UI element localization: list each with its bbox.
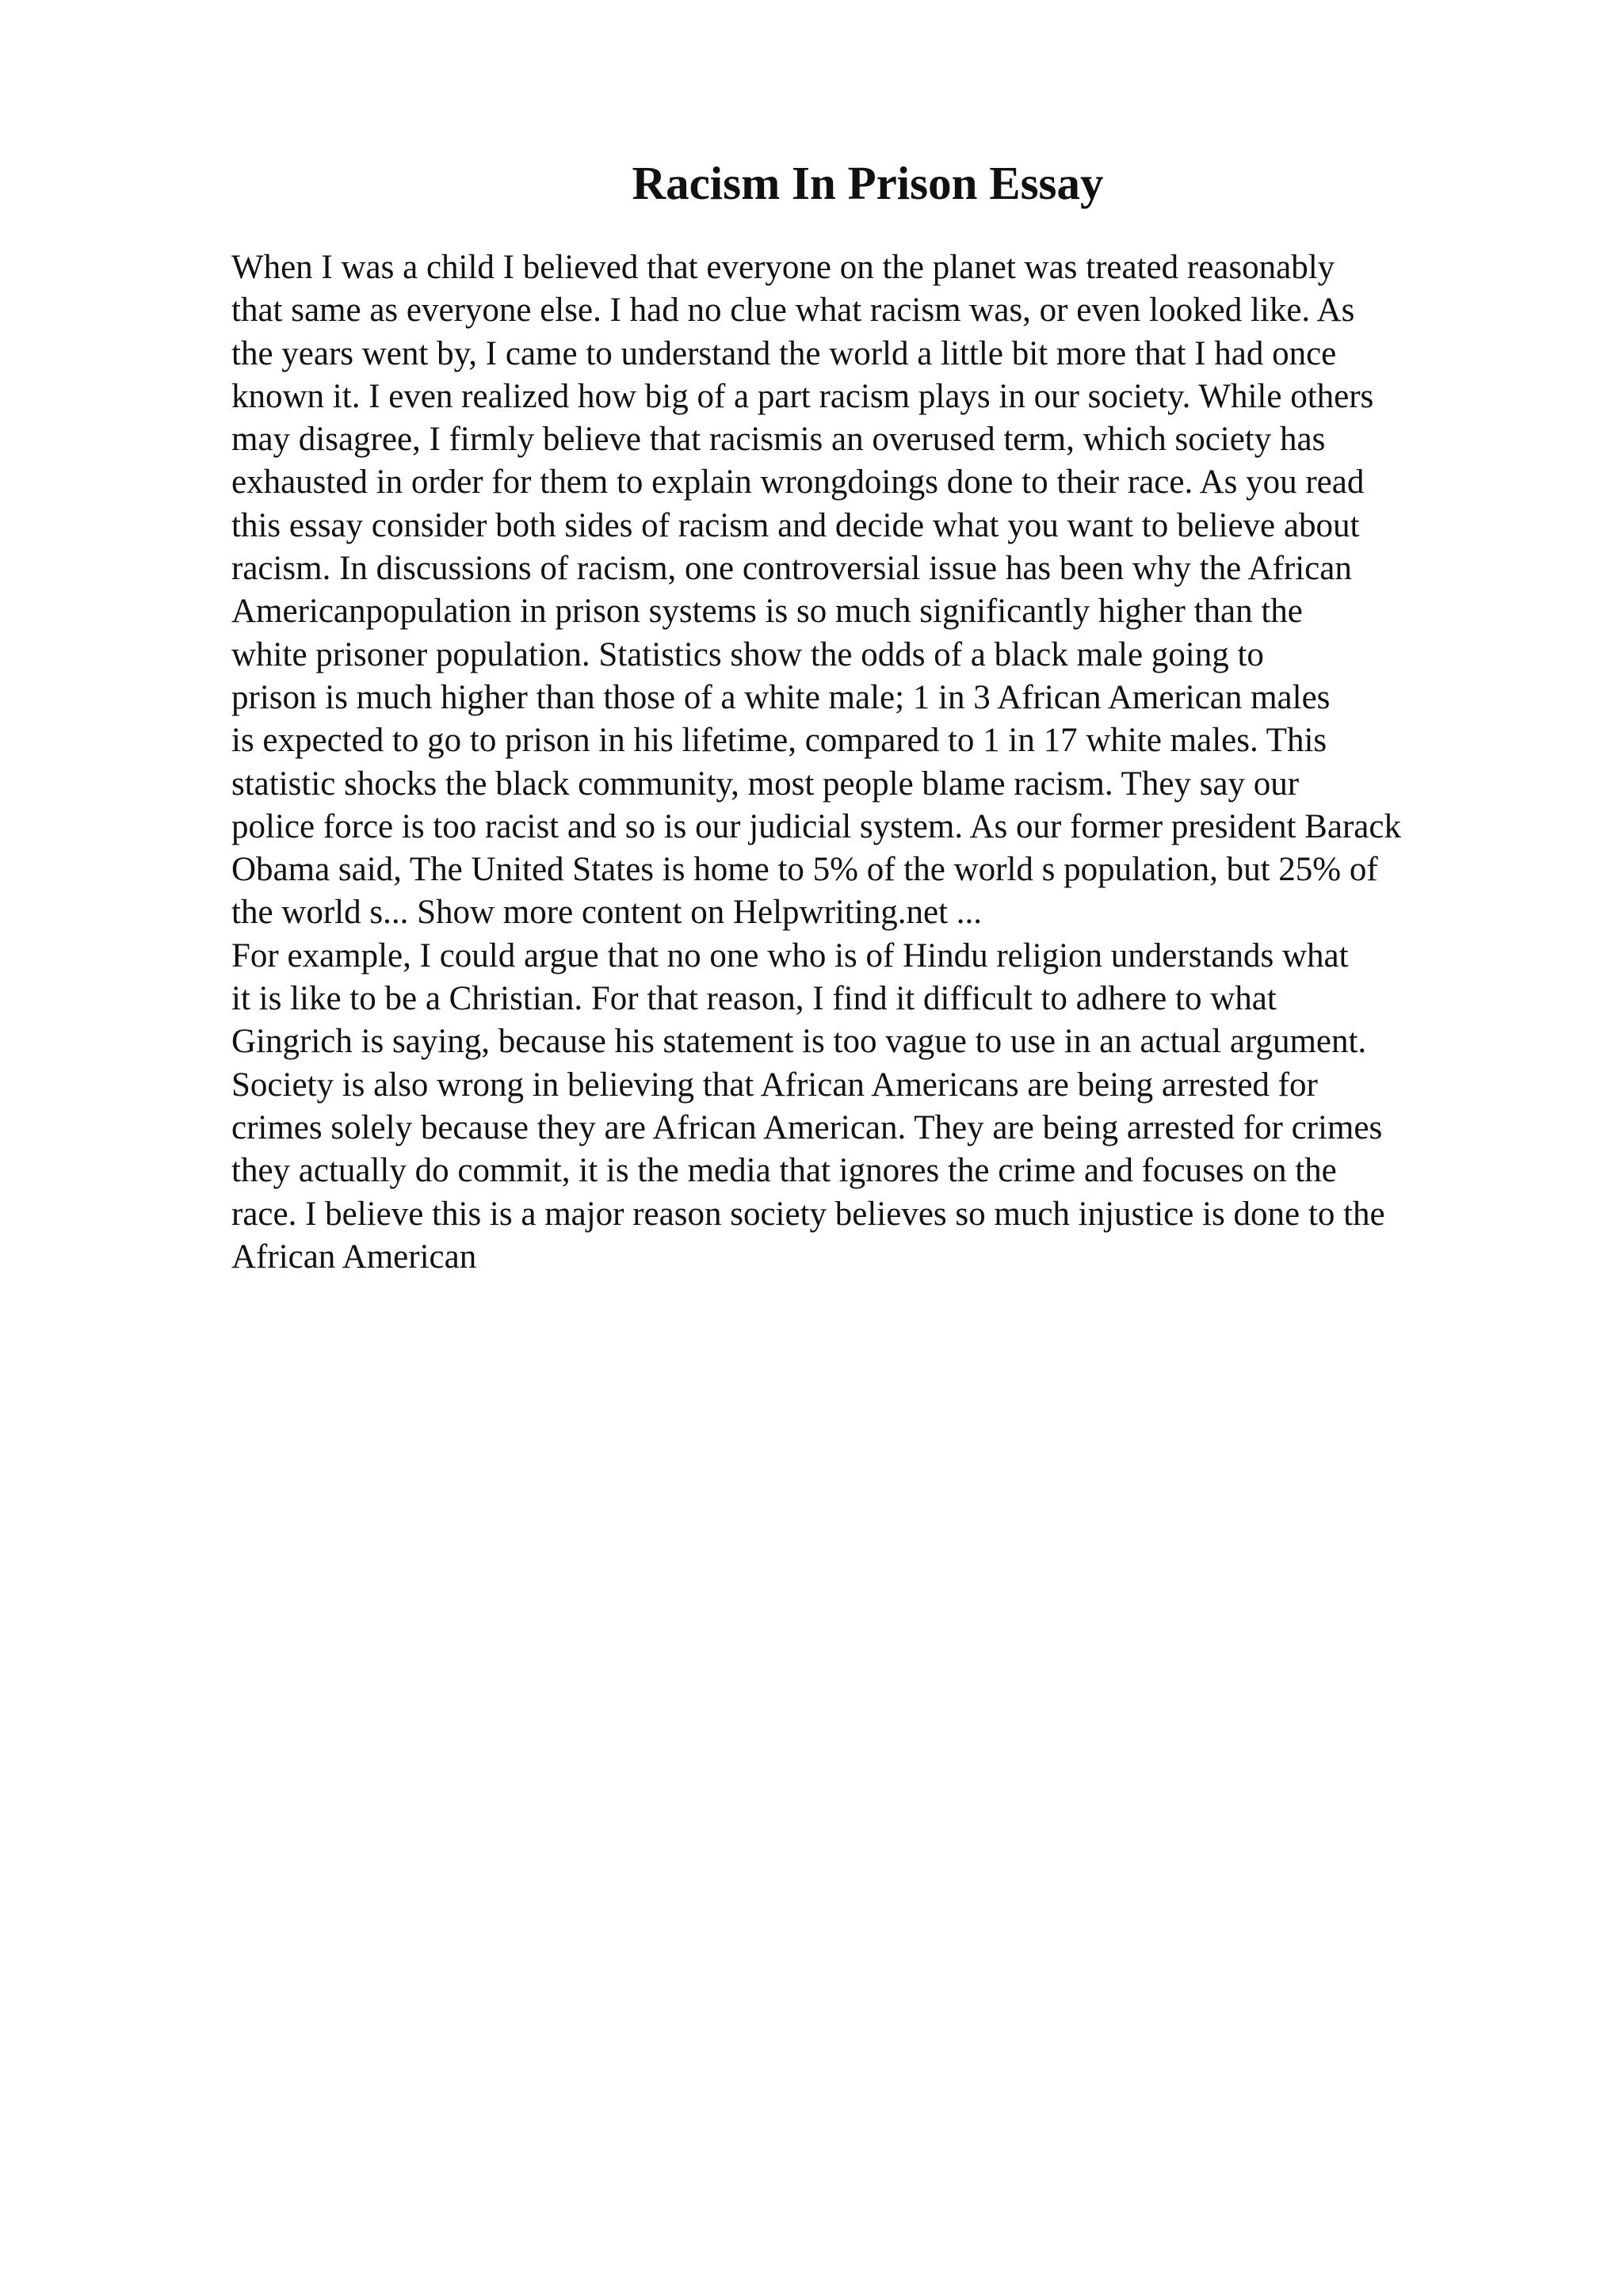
text-line: racism. In discussions of racism, one controversial issue has been why the African (231, 550, 1352, 588)
text-line: Society is also wrong in believing that African Americans are being arrested for (231, 1066, 1318, 1104)
text-line: exhausted in order for them to explain wrongdoings done to their race. As you read (231, 463, 1365, 502)
text-line: white prisoner population. Statistics show the odds of a black male going to (231, 635, 1264, 673)
text-line: African American (231, 1238, 477, 1276)
text-line: may disagree, I firmly believe that racismis an overused term, which society has (231, 421, 1326, 459)
text-line: they actually do commit, it is the media that ignores the crime and focuses on the (231, 1152, 1337, 1190)
text-line: police force is too racist and so is our judicial system. As our former president Barack (231, 807, 1401, 845)
text-line: For example, I could argue that no one who is of Hindu religion understands what (231, 936, 1349, 974)
page-title: Racism In Prison Essay (632, 157, 1104, 209)
text-line: that same as everyone else. I had no clue what racism was, or even looked like. As (231, 292, 1355, 330)
text-line: the world s... Show more content on Helpwriting.net ... (231, 894, 983, 932)
text-line: known it. I even realized how big of a part racism plays in our society. While others (231, 377, 1374, 415)
text-line: crimes solely because they are African American. They are being arrested for crimes (231, 1108, 1383, 1146)
text-line: When I was a child I believed that everyone on the planet was treated reasonably (231, 249, 1335, 286)
text-line: Gingrich is saying, because his statement is too vague to use in an actual argument. (231, 1023, 1367, 1061)
text-line: the years went by, I came to understand the world a little bit more that I had once (231, 334, 1337, 372)
text-line: prison is much higher than those of a white male; 1 in 3 African American males (231, 678, 1331, 716)
text-line: is expected to go to prison in his lifetime, compared to 1 in 17 white males. This (231, 722, 1327, 760)
text-line: this essay consider both sides of racism and decide what you want to believe about (231, 506, 1360, 544)
essay-body (231, 246, 1618, 1279)
text-line: it is like to be a Christian. For that reason, I find it difficult to adhere to what (231, 980, 1277, 1018)
text-line: race. I believe this is a major reason society believes so much injustice is done to the (231, 1195, 1385, 1233)
text-line: Americanpopulation in prison systems is so much significantly higher than the (231, 593, 1303, 631)
text-line: statistic shocks the black community, most people blame racism. They say our (231, 765, 1300, 803)
text-line: Obama said, The United States is home to 5% of the world s population, but 25% of (231, 851, 1378, 889)
